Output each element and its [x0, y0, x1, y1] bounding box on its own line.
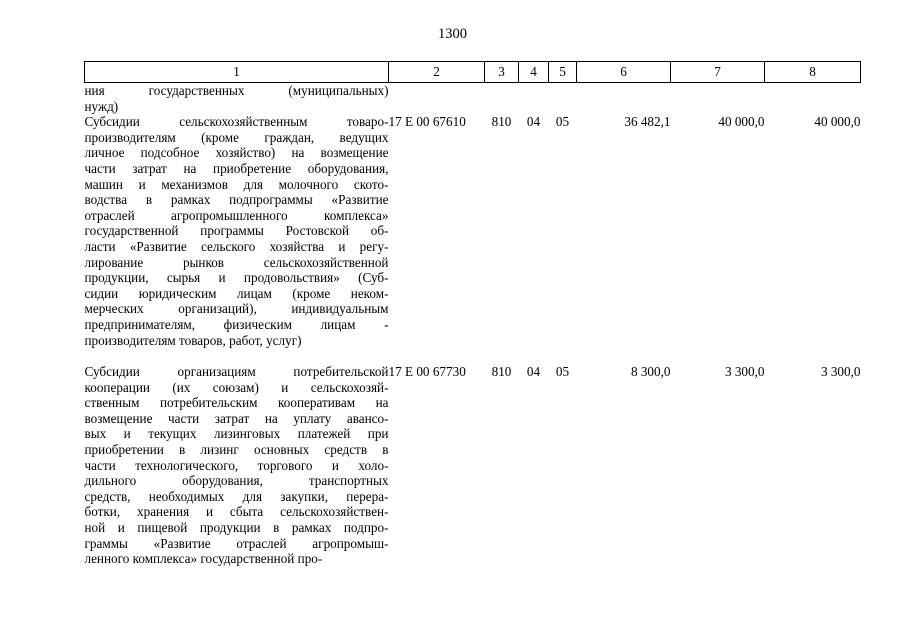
- description-line: граммы «Развитие отраслей агропромыш-: [84, 535, 389, 551]
- description-line: части затрат на приобретение оборудования,: [84, 160, 389, 176]
- description-line: Субсидии сельскохозяйственным товаро-: [84, 114, 389, 130]
- table-header: [85, 62, 861, 83]
- table-row: [85, 364, 861, 580]
- amount-year-3: 3 300,0: [820, 364, 861, 380]
- subsection-code: 05: [555, 364, 570, 380]
- header-col-6: 6: [577, 62, 671, 83]
- target-article-code: 17 Е 00 67610: [388, 114, 466, 130]
- description-line: ласти «Развитие сельского хозяйства и регу-: [84, 238, 389, 254]
- section-code: [519, 83, 549, 115]
- description-line: нужд): [84, 98, 119, 114]
- table-body: [85, 83, 861, 580]
- amount-year-2: 3 300,0: [724, 364, 765, 380]
- subsection-code: [549, 83, 577, 115]
- description-line: мерческих организаций), индивидуальным: [84, 301, 389, 317]
- header-col-4: 4: [519, 62, 549, 83]
- description-line: возмещение части затрат на уплату авансо-: [84, 410, 389, 426]
- description-line: водства в рамках подпрограммы «Развитие: [84, 192, 389, 208]
- description-line: приобретении в лизинг основных средств в: [84, 442, 389, 458]
- description-line: ния государственных (муниципальных): [84, 83, 389, 98]
- description-line: ственным потребительским кооперативам на: [84, 395, 389, 411]
- description-line: личное подсобное хозяйство) на возмещение: [84, 145, 389, 161]
- description-line: производителям товаров, работ, услуг): [84, 332, 302, 348]
- header-col-8: 8: [765, 62, 861, 83]
- description-line: государственной программы Ростовской об-: [84, 223, 389, 239]
- page-number: 1300: [438, 26, 467, 42]
- description-line: ленного комплекса» государственной про-: [84, 551, 323, 567]
- description-line: производителям (кроме граждан, ведущих: [84, 129, 389, 145]
- table-row: [85, 83, 861, 115]
- header-col-3: 3: [485, 62, 519, 83]
- description-line: дильного оборудования, транспортных: [84, 473, 389, 489]
- row-description: [85, 114, 389, 364]
- description-line: Субсидии организациям потребительской: [84, 364, 389, 380]
- description-line: средств, необходимых для закупки, перера-: [84, 488, 389, 504]
- description-line: ботки, хранения и сбыта сельскохозяйствен-: [84, 504, 389, 520]
- amount-year-1: [577, 83, 671, 115]
- target-article-code: [389, 83, 485, 115]
- row-description: [85, 83, 389, 115]
- amount-year-3: 40 000,0: [814, 114, 861, 130]
- subsection-code: 05: [555, 114, 570, 130]
- amount-year-1: 8 300,0: [630, 364, 671, 380]
- amount-year-2: [671, 83, 765, 115]
- description-line: лирование рынков сельскохозяйственной: [84, 254, 389, 270]
- budget-table: [84, 61, 861, 580]
- header-col-5: 5: [549, 62, 577, 83]
- expense-type-code: 810: [491, 364, 512, 380]
- expense-type-code: [485, 83, 519, 115]
- header-col-7: 7: [671, 62, 765, 83]
- description-line: отраслей агропромышленного комплекса»: [84, 207, 389, 223]
- description-line: вых и текущих лизинговых платежей при: [84, 426, 389, 442]
- description-line: сидии юридическим лицам (кроме неком-: [84, 285, 389, 301]
- description-line: продукции, сырья и продовольствия» (Суб-: [84, 270, 389, 286]
- description-line: предпринимателям, физическим лицам -: [84, 316, 389, 332]
- expense-type-code: 810: [491, 114, 512, 130]
- amount-year-1: 36 482,1: [624, 114, 671, 130]
- section-code: 04: [526, 114, 541, 130]
- header-row: [85, 62, 861, 83]
- table-row: [85, 114, 861, 364]
- description-line: ной и пищевой продукции в рамках подпро-: [84, 520, 389, 536]
- section-code: 04: [526, 364, 541, 380]
- target-article-code: 17 Е 00 67730: [388, 364, 466, 380]
- header-col-1: 1: [85, 62, 389, 83]
- description-line: части технологического, торгового и холо-: [84, 457, 389, 473]
- row-description: [85, 364, 389, 580]
- amount-year-3: [765, 83, 861, 115]
- description-line: машин и механизмов для молочного ското-: [84, 176, 389, 192]
- description-line: кооперации (их союзам) и сельскохозяй-: [84, 379, 389, 395]
- amount-year-2: 40 000,0: [718, 114, 765, 130]
- header-col-2: 2: [389, 62, 485, 83]
